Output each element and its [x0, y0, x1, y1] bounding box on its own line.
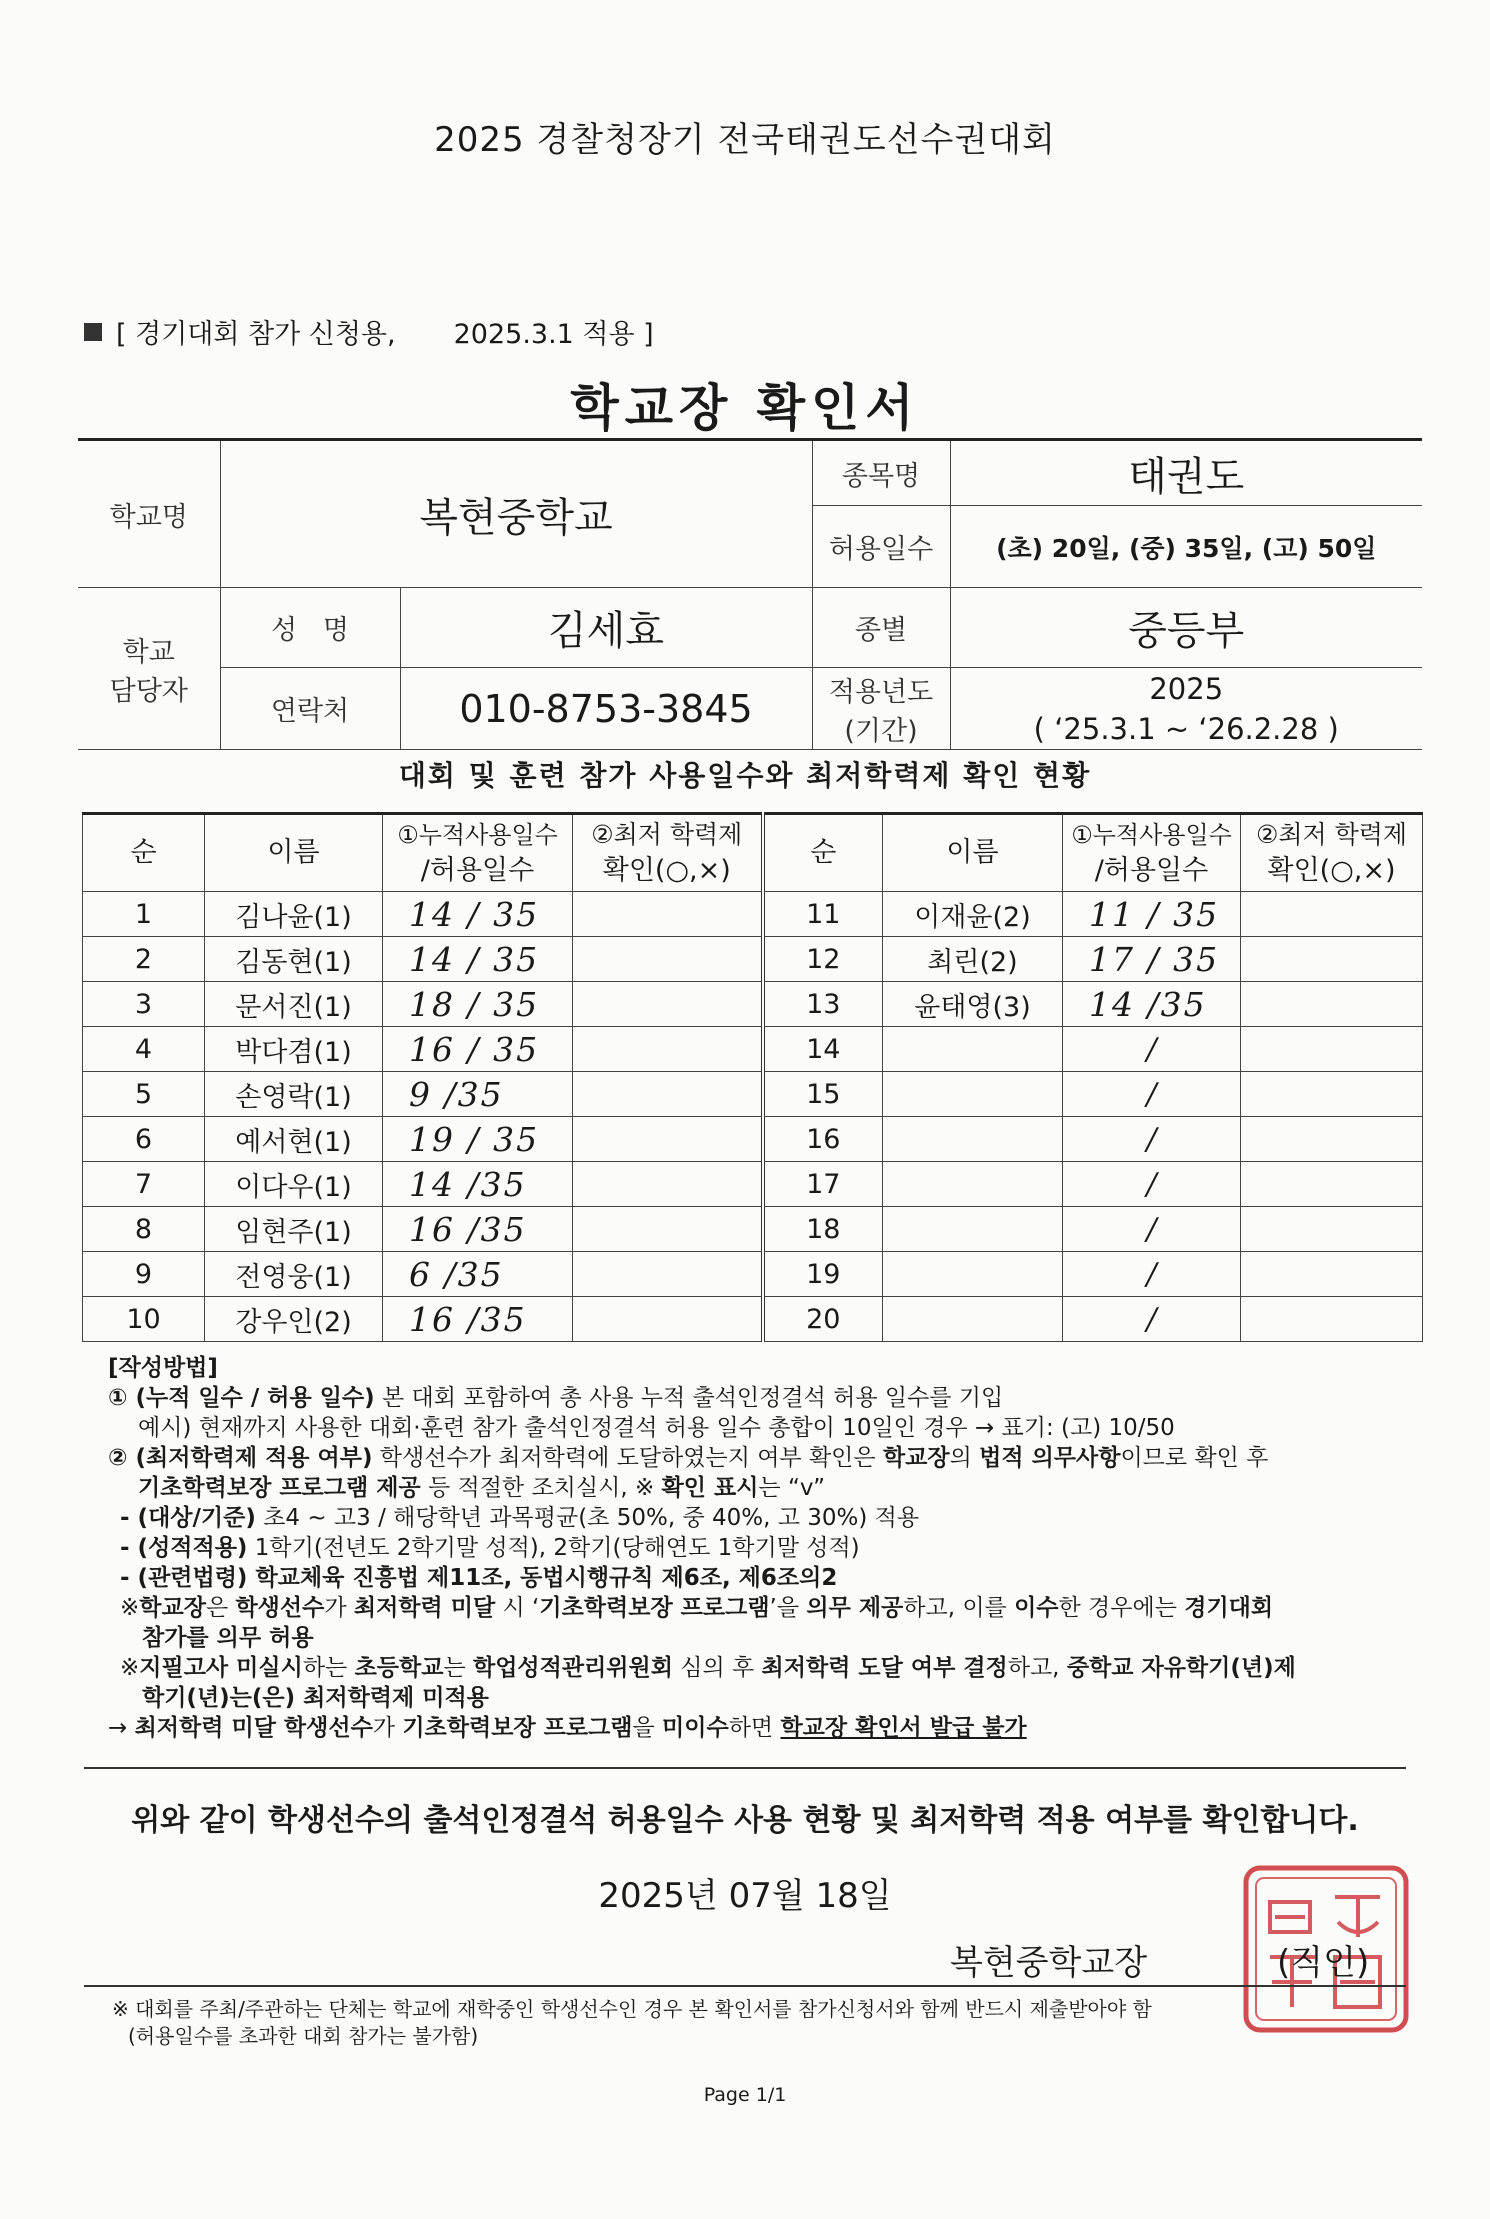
form-note: [84, 312, 654, 351]
note-2-h: 최저학력 도달 여부 결정: [761, 1655, 1008, 1681]
row-name-right: 윤태영(3): [883, 982, 1063, 1027]
roster-header-row: [83, 814, 1423, 892]
note-2-mark: ※: [120, 1655, 140, 1681]
guide-1-title: ① (누적 일수 / 허용 일수): [108, 1385, 375, 1411]
row-name-left: 김나윤(1): [205, 892, 383, 937]
row-no-left: 6: [83, 1117, 205, 1162]
row-name-left: 임현주(1): [205, 1207, 383, 1252]
document-title: 학교장 확인서: [570, 379, 920, 437]
row-no-left: 2: [83, 937, 205, 982]
row-check-left: [573, 1117, 763, 1162]
row-days-right: /: [1063, 1072, 1241, 1117]
principal-title: 복현중학교장: [950, 1943, 1148, 1983]
col-name-right: 이름: [883, 814, 1063, 892]
school-value: 복현중학교: [220, 440, 812, 588]
row-days-right: /: [1063, 1207, 1241, 1252]
row-check-right: [1241, 1072, 1423, 1117]
row-days-left: 16 /35: [383, 1207, 573, 1252]
row-no-right: 19: [763, 1252, 883, 1297]
guide-target-label: - (대상/기준): [120, 1505, 256, 1531]
note-3-f: 미이수: [662, 1715, 729, 1741]
note-1-c: 은: [205, 1595, 236, 1621]
row-days-right: /: [1063, 1162, 1241, 1207]
roster-table: [82, 812, 1423, 1342]
row-name-right: [883, 1207, 1063, 1252]
year-value: 2025: [1149, 671, 1224, 706]
guide-2-program: 기초학력보장 프로그램 제공: [138, 1475, 421, 1501]
col-check-left: [573, 814, 763, 892]
row-name-left: 이다우(1): [205, 1162, 383, 1207]
row-no-right: 13: [763, 982, 883, 1027]
note-1-mark: ※: [120, 1595, 140, 1621]
col-no-left: 순: [83, 814, 205, 892]
col-days-left-l1: ①누적사용일수: [397, 821, 558, 849]
guide-2-text-a: 학생선수가 최저학력에 도달하였는지 여부 확인은: [372, 1445, 883, 1471]
guide-target-text: 초4 ~ 고3 / 해당학년 과목평균(초 50%, 중 40%, 고 30%) 적용: [255, 1505, 920, 1531]
row-check-right: [1241, 892, 1423, 937]
row-days-left: 9 /35: [383, 1072, 573, 1117]
sport-label: 종목명: [812, 440, 950, 506]
table-row: [83, 1207, 1423, 1252]
note-1-h: 기초학력보장 프로그램: [539, 1595, 770, 1621]
guide-heading: [작성방법]: [108, 1355, 218, 1381]
row-days-right: /: [1063, 1117, 1241, 1162]
page-number: Page 1/1: [703, 2084, 787, 2106]
year-label-line1: 적용년도: [828, 676, 934, 708]
guide-2-measure: 등 적절한 조치실시, ※: [420, 1475, 662, 1501]
school-info-table: [78, 438, 1422, 750]
row-check-right: [1241, 1027, 1423, 1072]
table-row: [83, 1252, 1423, 1297]
divider-bottom: [84, 1985, 1406, 1987]
row-days-left: 19 / 35: [383, 1117, 573, 1162]
note-3-b: 최저학력 미달 학생선수: [134, 1715, 373, 1741]
row-no-right: 16: [763, 1117, 883, 1162]
confirm-statement: 위와 같이 학생선수의 출석인정결석 허용일수 사용 현황 및 최저학력 적용 여부를 확인합니다.: [131, 1803, 1359, 1838]
note-2-c: 하는: [302, 1655, 355, 1681]
col-days-left: [383, 814, 573, 892]
row-no-left: 7: [83, 1162, 205, 1207]
row-name-left: 손영락(1): [205, 1072, 383, 1117]
row-check-left: [573, 1162, 763, 1207]
note-2-d: 초등학교: [354, 1655, 444, 1681]
guide-2-title: ② (최저학력제 적용 여부): [108, 1445, 373, 1471]
row-days-right: /: [1063, 1297, 1241, 1342]
col-days-right-l1: ①누적사용일수: [1071, 821, 1232, 849]
footnote: [112, 1996, 1412, 2050]
col-days-left-l2: /허용일수: [420, 855, 535, 886]
row-no-right: 12: [763, 937, 883, 982]
row-days-left: 14 /35: [383, 1162, 573, 1207]
table-row: [83, 982, 1423, 1027]
year-label: [812, 668, 950, 750]
note-2-f: 학업성적관리위원회: [472, 1655, 673, 1681]
note-1-d: 학생선수: [235, 1595, 325, 1621]
row-name-right: [883, 1117, 1063, 1162]
guide-1-text: 본 대회 포함하여 총 사용 누적 출석인정결석 허용 일수를 기입: [374, 1385, 1004, 1411]
guide-grade-text: 1학기(전년도 2학기말 성적), 2학기(당해연도 1학기말 성적): [247, 1535, 860, 1561]
col-check-right-l2: 확인(○,×): [1267, 855, 1396, 886]
note-1-m: 한 경우에는: [1058, 1595, 1185, 1621]
col-no-right: 순: [763, 814, 883, 892]
table-row: [83, 1072, 1423, 1117]
guide-2-text-b: 의: [949, 1445, 980, 1471]
year-value-cell: [950, 668, 1422, 750]
row-name-right: [883, 1072, 1063, 1117]
row-no-right: 20: [763, 1297, 883, 1342]
col-name-left: 이름: [205, 814, 383, 892]
row-check-right: [1241, 982, 1423, 1027]
note-3-g: 하면: [728, 1715, 781, 1741]
row-name-left: 전영웅(1): [205, 1252, 383, 1297]
footnote-line2: (허용일수를 초과한 대회 참가는 불가함): [128, 2024, 479, 2048]
signature-date: 2025년 07월 18일: [598, 1876, 892, 1916]
row-no-right: 17: [763, 1162, 883, 1207]
manager-label-line2: 담당자: [109, 675, 188, 707]
event-title: 2025 경찰청장기 전국태권도선수권대회: [434, 120, 1056, 160]
note-2-i: 하고,: [1007, 1655, 1067, 1681]
row-name-right: 이재윤(2): [883, 892, 1063, 937]
row-check-right: [1241, 1117, 1423, 1162]
row-check-left: [573, 937, 763, 982]
divider-top: [84, 1767, 1406, 1769]
note-2-b: 지필고사 미실시: [139, 1655, 303, 1681]
row-no-left: 10: [83, 1297, 205, 1342]
footnote-line1: ※ 대회를 주최/주관하는 단체는 학교에 재학중인 학생선수인 경우 본 확인서를 참가신청서와 함께 반드시 제출받아야 함: [112, 1997, 1152, 2021]
row-days-left: 16 / 35: [383, 1027, 573, 1072]
row-days-left: 6 /35: [383, 1252, 573, 1297]
row-days-right: /: [1063, 1027, 1241, 1072]
row-name-right: [883, 1252, 1063, 1297]
note-3-arrow: →: [108, 1715, 135, 1741]
writing-guide: [108, 1353, 1408, 1743]
guide-grade-label: - (성적적용): [120, 1535, 248, 1561]
row-no-left: 8: [83, 1207, 205, 1252]
row-no-left: 1: [83, 892, 205, 937]
table-row: [83, 1162, 1423, 1207]
row-check-left: [573, 1027, 763, 1072]
row-check-right: [1241, 937, 1423, 982]
square-bullet-icon: [84, 323, 102, 341]
table-row: [83, 892, 1423, 937]
row-no-left: 4: [83, 1027, 205, 1072]
row-name-left: 김동현(1): [205, 937, 383, 982]
sport-value: 태권도: [950, 440, 1422, 506]
note-2-k: 학기(년)는(은) 최저학력제 미적용: [142, 1685, 489, 1711]
roster-section-title: 대회 및 훈련 참가 사용일수와 최저학력제 확인 현황: [398, 759, 1092, 792]
manager-label-line1: 학교: [122, 636, 175, 668]
year-label-line2: (기간): [844, 715, 918, 747]
guide-law: - (관련법령) 학교체육 진흥법 제11조, 동법시행규칙 제6조, 제6조의2: [120, 1565, 838, 1591]
row-no-right: 11: [763, 892, 883, 937]
note-1-g: 시 ‘: [495, 1595, 540, 1621]
table-row: [83, 1297, 1423, 1342]
guide-2-bold-a: 학교장: [882, 1445, 950, 1471]
row-no-left: 3: [83, 982, 205, 1027]
name-label: 성 명: [220, 588, 400, 668]
note-1-l: 이수: [1014, 1595, 1059, 1621]
note-1-f: 최저학력 미달: [353, 1595, 496, 1621]
row-check-right: [1241, 1297, 1423, 1342]
allowed-days-value: (초) 20일, (중) 35일, (고) 50일: [950, 506, 1422, 588]
row-name-right: 최린(2): [883, 937, 1063, 982]
row-days-right: /: [1063, 1252, 1241, 1297]
note-1-o: 참가를 의무 허용: [142, 1625, 314, 1651]
allowed-days-label: 허용일수: [812, 506, 950, 588]
note-1-e: 가: [324, 1595, 354, 1621]
table-row: [83, 937, 1423, 982]
row-check-left: [573, 892, 763, 937]
table-row: [83, 1117, 1423, 1162]
row-check-left: [573, 982, 763, 1027]
row-name-right: [883, 1162, 1063, 1207]
row-days-left: 14 / 35: [383, 892, 573, 937]
note-3-e: 을: [632, 1715, 663, 1741]
row-no-right: 14: [763, 1027, 883, 1072]
guide-2-mark-label: 확인 표시: [661, 1475, 759, 1501]
guide-2-mark-value: 는 “v”: [758, 1475, 825, 1501]
col-check-right: [1241, 814, 1423, 892]
col-days-right-l2: /허용일수: [1094, 855, 1209, 886]
row-days-right: 17 / 35: [1063, 937, 1241, 982]
form-note-label: [ 경기대회 참가 신청용,: [116, 319, 396, 350]
row-days-left: 14 / 35: [383, 937, 573, 982]
note-1-n: 경기대회: [1184, 1595, 1274, 1621]
col-check-right-l1: ②최저 학력제: [1255, 820, 1408, 849]
row-days-right: 14 /35: [1063, 982, 1241, 1027]
row-days-left: 16 /35: [383, 1297, 573, 1342]
row-check-left: [573, 1207, 763, 1252]
note-3-c: 가: [372, 1715, 403, 1741]
note-1-k: 하고, 이를: [903, 1595, 1015, 1621]
note-1-b: 학교장: [139, 1595, 206, 1621]
guide-2-text-c: 이므로 확인 후: [1120, 1445, 1269, 1471]
row-check-right: [1241, 1162, 1423, 1207]
note-3-d: 기초학력보장 프로그램: [402, 1715, 633, 1741]
note-2-j: 중학교 자유학기(년)제: [1066, 1655, 1296, 1681]
row-name-right: [883, 1027, 1063, 1072]
row-name-left: 문서진(1): [205, 982, 383, 1027]
school-label: 학교명: [78, 440, 220, 588]
contact-label: 연락처: [220, 668, 400, 750]
note-1-i: ’을: [769, 1595, 807, 1621]
row-days-left: 18 / 35: [383, 982, 573, 1027]
division-value: 중등부: [950, 588, 1422, 668]
note-1-j: 의무 제공: [806, 1595, 904, 1621]
col-check-left-l2: 확인(○,×): [602, 855, 731, 886]
row-no-left: 5: [83, 1072, 205, 1117]
row-name-right: [883, 1297, 1063, 1342]
row-name-left: 예서현(1): [205, 1117, 383, 1162]
row-name-left: 박다겸(1): [205, 1027, 383, 1072]
name-value: 김세효: [400, 588, 812, 668]
row-no-right: 15: [763, 1072, 883, 1117]
period-value: ( ‘25.3.1 ~ ‘26.2.28 ): [1033, 711, 1339, 746]
table-row: [83, 1027, 1423, 1072]
row-check-right: [1241, 1252, 1423, 1297]
seal-label: (직인): [1277, 1943, 1370, 1983]
row-days-right: 11 / 35: [1063, 892, 1241, 937]
row-check-left: [573, 1297, 763, 1342]
note-2-e: 는: [443, 1655, 473, 1681]
row-name-left: 강우인(2): [205, 1297, 383, 1342]
row-no-right: 18: [763, 1207, 883, 1252]
guide-1-example: 예시) 현재까지 사용한 대회·훈련 참가 출석인정결석 허용 일수 총합이 10일인 경우 → 표기: (고) 10/50: [138, 1415, 1175, 1441]
guide-2-bold-b: 법적 의무사항: [979, 1445, 1121, 1471]
row-no-left: 9: [83, 1252, 205, 1297]
col-days-right: [1063, 814, 1241, 892]
row-check-left: [573, 1252, 763, 1297]
manager-label: [78, 588, 220, 750]
row-check-left: [573, 1072, 763, 1117]
row-check-right: [1241, 1207, 1423, 1252]
form-note-date: 2025.3.1 적용 ]: [453, 319, 654, 350]
contact-value: 010-8753-3845: [400, 668, 812, 750]
note-3-h: 학교장 확인서 발급 불가: [780, 1715, 1027, 1741]
note-2-g: 심의 후: [672, 1655, 762, 1681]
division-label: 종별: [812, 588, 950, 668]
col-check-left-l1: ②최저 학력제: [591, 820, 743, 849]
